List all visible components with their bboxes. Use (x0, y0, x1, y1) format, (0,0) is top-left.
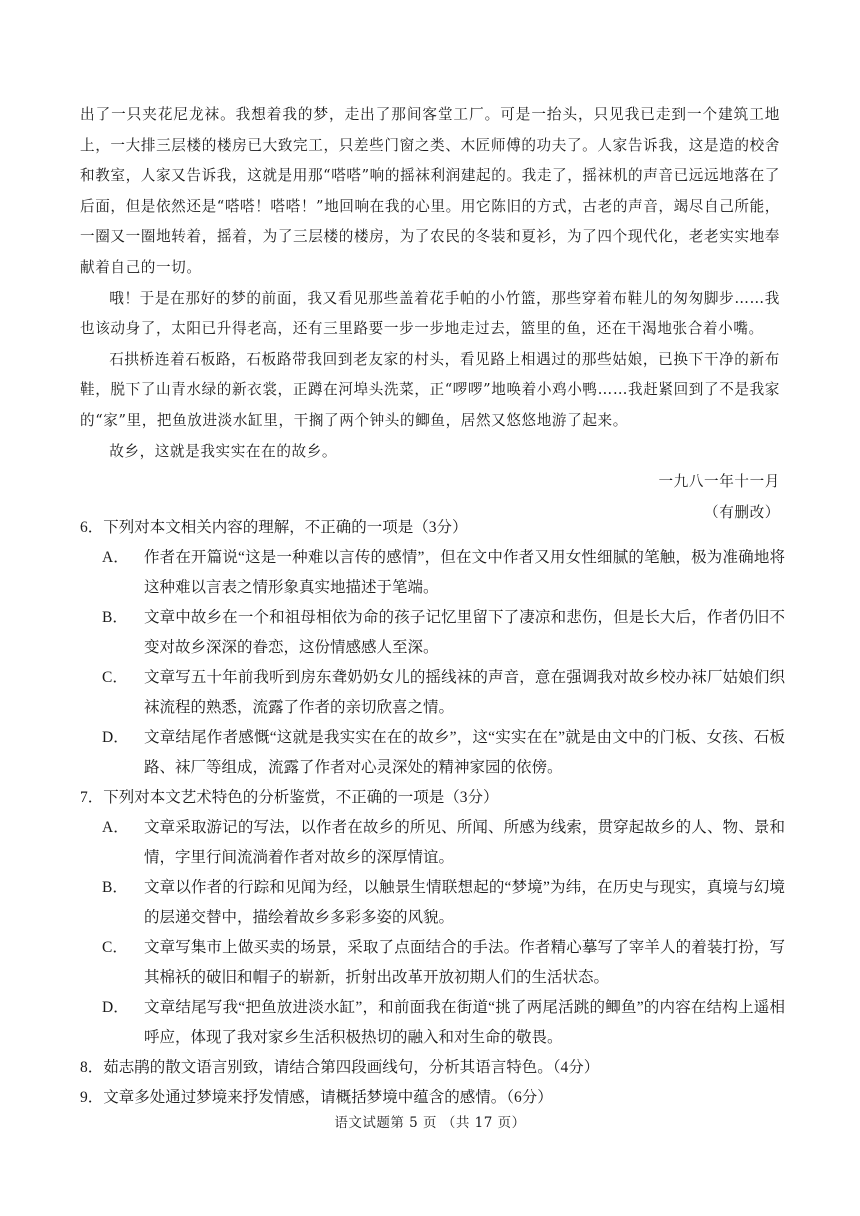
option-letter: B． (102, 609, 128, 626)
option-text: 文章中故乡在一个和祖母相依为命的孩子记忆里留下了凄凉和悲伤，但是长大后，作者仍旧不变对故乡深深的眷恋，这份情感感人至深。 (144, 609, 785, 656)
option-letter: A． (102, 549, 129, 566)
passage-paragraph-4: 故乡，这就是我实实在在的故乡。 (109, 442, 338, 460)
option-letter: C． (102, 669, 128, 686)
option-b (80, 873, 785, 933)
question-stem: 9．文章多处通过梦境来抒发情感，请概括梦境中蕴含的感情。（6分） (80, 1089, 553, 1106)
option-letter: B． (102, 879, 128, 896)
option-d (80, 993, 785, 1053)
option-a (80, 543, 785, 603)
option-b (80, 603, 785, 663)
question-stem: 8．茹志鹃的散文语言别致，请结合第四段画线句，分析其语言特色。（4分） (80, 1059, 600, 1076)
question-stem: 6．下列对本文相关内容的理解，不正确的一项是（3分） (80, 519, 468, 536)
passage-paragraph-3: 石拱桥连着石板路，石板路带我回到老友家的村头，看见路上相遇过的那些姑娘，已换下干净的新布鞋，脱下了山青水绿的新衣裳，正蹲在河埠头洗菜，正“啰啰”地唤着小鸡小鸭……我赶紧回到了不是我家的“家”里，把鱼放进淡水缸里，干搁了两个钟头的鲫鱼，居然又悠悠地游了起来。 (80, 350, 780, 429)
question-stem: 7．下列对本文艺术特色的分析鉴赏，不正确的一项是（3分） (80, 789, 499, 806)
option-text: 文章结尾写我“把鱼放进淡水缸”，和前面我在街道“挑了两尾活跳的鲫鱼”的内容在结构上遥相呼应，体现了我对家乡生活积极热切的融入和对生命的敬畏。 (144, 999, 785, 1046)
question-list (80, 513, 785, 1113)
option-letter: A． (102, 819, 129, 836)
option-letter: D． (102, 999, 129, 1016)
passage-paragraph-1: 出了一只夹花尼龙袜。我想着我的梦，走出了那间客堂工厂。可是一抬头，只见我已走到一个建筑工地上，一大排三层楼的楼房已大致完工，只差些门窗之类、木匠师傅的功夫了。人家告诉我，这是造的校舍和教室，人家又告诉我，这就是用那“嗒嗒”响的摇袜利润建起的。我走了，摇袜机的声音已远远地落在了后面，但是依然还是“嗒嗒！嗒嗒！”地回响在我的心里。用它陈旧的方式，古老的声音，竭尽自己所能，一圈又一圈地转着，摇着，为了三层楼的楼房，为了农民的冬装和夏衫，为了四个现代化，老老实实地奉献着自己的一切。 (80, 106, 780, 276)
question-7 (80, 783, 785, 1053)
option-c (80, 663, 785, 723)
option-text: 文章以作者的行踪和见闻为经，以触景生情联想起的“梦境”为纬，在历史与现实，真境与幻境的层递交替中，描绘着故乡多彩多姿的风貌。 (144, 879, 785, 926)
question-9 (80, 1083, 785, 1113)
option-d (80, 723, 785, 783)
option-text: 文章写五十年前我听到房东聋奶奶女儿的摇线袜的声音，意在强调我对故乡校办袜厂姑娘们织袜流程的熟悉，流露了作者的亲切欣喜之情。 (144, 669, 785, 716)
option-c (80, 933, 785, 993)
page-footer: 语文试题第 5 页 （共 17 页） (334, 1115, 526, 1131)
question-6 (80, 513, 785, 783)
option-text: 文章采取游记的写法，以作者在故乡的所见、所闻、所感为线索，贯穿起故乡的人、物、景和情，字里行间流淌着作者对故乡的深厚情谊。 (144, 819, 785, 866)
reading-passage (80, 100, 780, 528)
option-letter: D． (102, 729, 129, 746)
option-text: 作者在开篇说“这是一种难以言传的感情”，但在文中作者又用女性细腻的笔触，极为准确地将这种难以言表之情形象真实地描述于笔端。 (144, 549, 785, 596)
passage-edit-note: （有删改） (704, 503, 780, 521)
option-a (80, 813, 785, 873)
passage-date: 一九八一年十一月 (658, 473, 780, 491)
option-letter: C． (102, 939, 128, 956)
option-text: 文章写集市上做买卖的场景，采取了点面结合的手法。作者精心摹写了宰羊人的着装打扮，写其棉袄的破旧和帽子的崭新，折射出改革开放初期人们的生活状态。 (144, 939, 785, 986)
passage-paragraph-2: 哦！于是在那好的梦的前面，我又看见那些盖着花手帕的小竹篮，那些穿着布鞋儿的匆匆脚步……我也该动身了，太阳已升得老高，还有三里路要一步一步地走过去，篮里的鱼，还在干渴地张合着小嘴。 (80, 289, 780, 338)
question-8 (80, 1053, 785, 1083)
option-text: 文章结尾作者感慨“这就是我实实在在的故乡”，这“实实在在”就是由文中的门板、女孩、石板路、袜厂等组成，流露了作者对心灵深处的精神家园的依傍。 (144, 729, 785, 776)
